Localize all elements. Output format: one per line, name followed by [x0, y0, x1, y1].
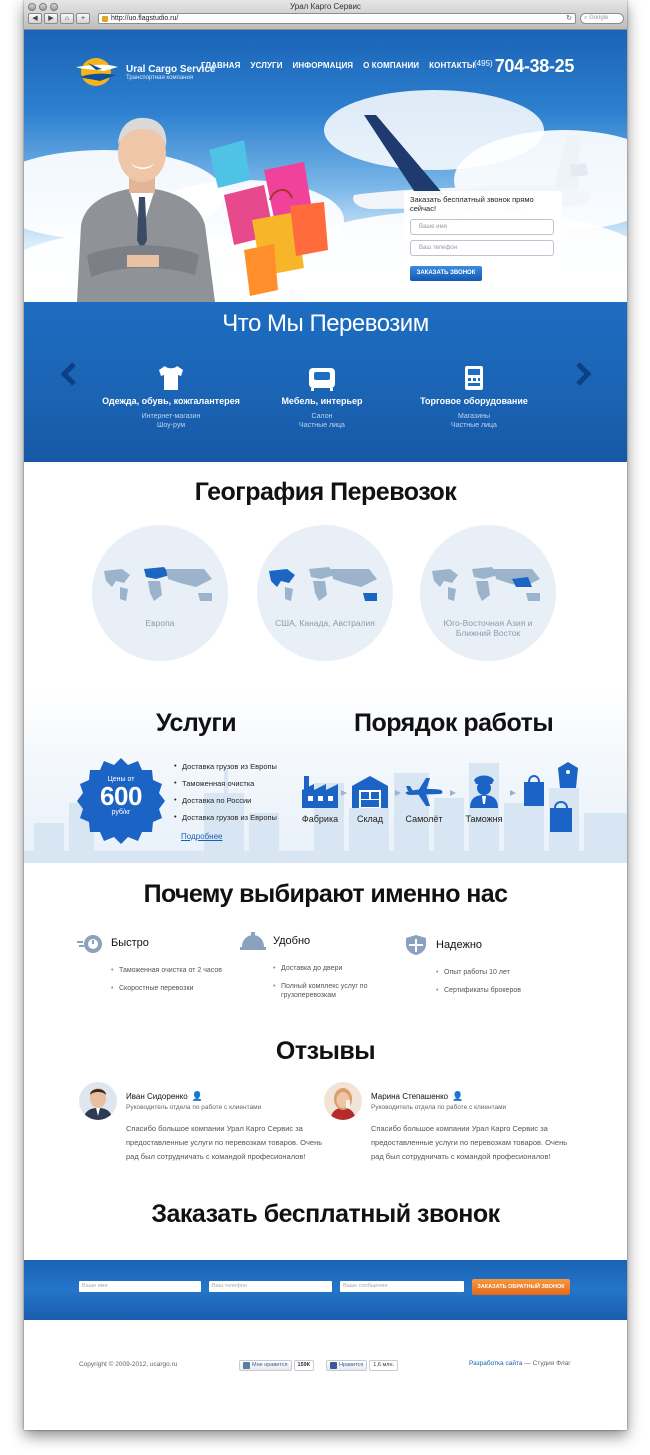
callback-form	[404, 191, 562, 275]
category-furniture[interactable]: Мебель, интерьер Салон Частные лица	[242, 364, 402, 430]
region-asia[interactable]	[420, 525, 556, 661]
category-equipment[interactable]: Торговое оборудование Магазины Частные лица	[394, 364, 554, 430]
region-label: Европа	[145, 618, 175, 628]
price-badge	[76, 756, 166, 846]
step-factory: Фабрика	[300, 772, 340, 824]
shopping-bags-image	[204, 140, 334, 300]
bottom-phone-input[interactable]: Ваш телефон	[209, 1281, 332, 1292]
search-icon: ⌕	[584, 15, 588, 21]
cash-register-icon	[459, 364, 489, 392]
address-bar[interactable]	[98, 13, 576, 24]
nav-services[interactable]: УСЛУГИ	[250, 61, 283, 70]
browser-toolbar	[24, 0, 627, 30]
services-more-link[interactable]: Подробнее	[181, 832, 223, 841]
transport-section	[24, 302, 627, 462]
list-item: • Опыт работы 10 лет	[436, 968, 521, 977]
browser-nav	[28, 13, 90, 24]
sofa-icon	[307, 364, 337, 392]
header-phone[interactable]	[474, 56, 574, 77]
callback-form-title: Заказать бесплатный звонок прямо сейчас!	[410, 195, 534, 213]
list-item: • Сертификаты брокеров	[436, 986, 521, 995]
phone-code: (495)	[474, 59, 493, 68]
facebook-icon	[330, 1362, 337, 1369]
vk-like-widget	[239, 1360, 314, 1371]
step-airplane: Самолёт	[404, 772, 444, 824]
fb-like-widget	[326, 1360, 398, 1371]
phone-number: 704-38-25	[494, 56, 575, 76]
add-bookmark-button[interactable]: +	[76, 13, 90, 24]
bottom-name-input[interactable]: Ваше имя	[79, 1281, 201, 1292]
why-us-title: Почему выбирают именно нас	[143, 880, 508, 908]
airplane-icon	[404, 772, 444, 810]
why-name: Быстро	[111, 937, 149, 949]
vk-like-count: 159К	[294, 1360, 315, 1371]
region-europe[interactable]	[92, 525, 228, 661]
site-logo[interactable]	[74, 55, 216, 89]
category-clothing[interactable]: Одежда, обувь, кожгалантерея Интернет-магазин Шоу-рум	[91, 364, 251, 430]
price-unit: руб/кг	[111, 809, 131, 816]
bottom-callback-form	[24, 1260, 627, 1320]
carousel-prev-icon[interactable]	[60, 362, 76, 386]
avatar	[324, 1082, 362, 1120]
copyright: Copyright © 2009-2012, ucargo.ru	[79, 1361, 178, 1368]
list-item: • Доставка грузов из Европы	[174, 813, 277, 822]
back-button[interactable]: ◀	[28, 13, 42, 24]
callback-name-input[interactable]: Ваше имя	[410, 219, 554, 235]
bottom-call-title: Заказать бесплатный звонок	[151, 1200, 500, 1228]
world-map-icon	[428, 565, 548, 605]
browser-search-input[interactable]: ⌕ Google	[580, 13, 624, 24]
flow-arrow-icon	[449, 789, 457, 797]
factory-icon	[300, 772, 340, 810]
list-item: • Таможенная очистка	[174, 779, 277, 788]
nav-contacts[interactable]: КОНТАКТЫ	[429, 61, 475, 70]
customs-officer-icon	[464, 772, 504, 810]
review-role: Руководитель отдела по работе с клиентами	[371, 1104, 507, 1111]
review-author: Марина Степашенко 👤	[371, 1091, 464, 1101]
price-from: Цены от	[107, 776, 135, 783]
workflow-title: Порядок работы	[354, 709, 554, 737]
man-avatar-icon	[79, 1082, 117, 1120]
review-role: Руководитель отдела по работе с клиентами	[126, 1104, 262, 1111]
forward-button[interactable]: ▶	[44, 13, 58, 24]
world-map-icon	[100, 565, 220, 605]
list-item: • Таможенная очистка от 2 часов	[111, 966, 222, 975]
order-callback-button[interactable]: ЗАКАЗАТЬ ОБРАТНЫЙ ЗВОНОК	[472, 1279, 570, 1295]
fb-like-button[interactable]: Нравится	[326, 1360, 367, 1371]
services-section	[24, 688, 627, 863]
why-name: Удобно	[273, 935, 311, 947]
fb-like-count: 1,6 млн.	[369, 1360, 398, 1371]
step-warehouse: Склад	[350, 772, 390, 824]
woman-avatar-icon	[324, 1082, 362, 1120]
bottom-message-input[interactable]: Ваше сообщение	[340, 1281, 464, 1292]
url-text: http://uo.flagstudio.ru/	[111, 15, 179, 22]
list-item: • Полный комплекс услуг по грузоперевозкам	[273, 982, 368, 1000]
world-map-icon	[265, 565, 385, 605]
avatar	[79, 1082, 117, 1120]
window-title: Урал Карго Сервис	[290, 2, 361, 11]
why-reliable	[402, 934, 521, 1004]
why-name: Надежно	[436, 939, 483, 951]
hero-section	[24, 30, 627, 302]
list-item: • Доставка по России	[174, 796, 277, 805]
browser-window	[24, 0, 627, 1430]
region-label: США, Канада, Австралия	[275, 618, 375, 628]
reload-icon[interactable]: ↻	[566, 15, 572, 22]
favicon-icon	[102, 16, 108, 22]
transport-title: Что Мы Перевозим	[222, 310, 429, 337]
nav-home[interactable]: ГЛАВНАЯ	[201, 61, 241, 70]
callback-phone-input[interactable]: Ваш телефон	[410, 240, 554, 256]
review-author: Иван Сидоренко 👤	[126, 1091, 203, 1101]
carousel-next-icon[interactable]	[576, 362, 592, 386]
stopwatch-icon	[77, 932, 105, 954]
reviews-title: Отзывы	[275, 1037, 376, 1065]
review-text: Спасибо большое компании Урал Карго Сервис за предоставленные услуги по перевозкам товаров. Очень рад был сотрудничать с командой професионалов!	[371, 1124, 568, 1161]
main-nav	[201, 61, 475, 70]
nav-info[interactable]: ИНФОРМАЦИЯ	[292, 61, 354, 70]
logo-name: Ural Cargo Service	[126, 63, 216, 75]
why-fast	[77, 932, 222, 1002]
price-value: 600	[100, 781, 142, 811]
user-icon: 👤	[452, 1091, 464, 1101]
region-label: Юго-Восточная Азия и Ближний Восток	[443, 618, 533, 638]
step-customs: Таможня	[464, 772, 504, 824]
logo-icon	[74, 55, 120, 89]
list-item: • Доставка до двери	[273, 964, 368, 973]
review-text: Спасибо большое компании Урал Карго Сервис за предоставленные услуги по перевозкам товаров. Очень рад был сотрудничать с командой професионалов!	[126, 1124, 323, 1161]
flow-arrow-icon	[340, 789, 348, 797]
region-americas[interactable]	[257, 525, 393, 661]
order-call-button[interactable]: ЗАКАЗАТЬ ЗВОНОК	[410, 266, 482, 281]
why-convenient	[239, 930, 368, 1009]
user-icon: 👤	[191, 1091, 203, 1101]
vk-like-button[interactable]: Мне нравится	[239, 1360, 292, 1371]
vk-icon	[243, 1362, 250, 1369]
developer-link[interactable]: Разработка сайта	[469, 1360, 523, 1367]
flow-arrow-icon	[394, 789, 402, 797]
businessman-photo	[67, 105, 217, 302]
developer-credit: Разработка сайта — Студия Флаг	[469, 1360, 571, 1367]
shield-icon	[402, 934, 430, 956]
tshirt-icon	[156, 364, 186, 392]
logo-tagline: Транспортная компания	[126, 74, 194, 81]
warehouse-icon	[350, 772, 390, 810]
services-title: Услуги	[156, 709, 237, 737]
nav-about[interactable]: О КОМПАНИИ	[363, 61, 420, 70]
list-item: • Доставка грузов из Европы	[174, 762, 277, 771]
home-button[interactable]: ⌂	[60, 13, 74, 24]
services-list	[174, 762, 277, 830]
geography-title: География Перевозок	[194, 478, 457, 506]
service-cloche-icon	[239, 930, 267, 952]
flow-arrow-icon	[509, 789, 517, 797]
list-item: • Скоростные перевозки	[111, 984, 222, 993]
shopping-bags-icon	[520, 758, 585, 838]
